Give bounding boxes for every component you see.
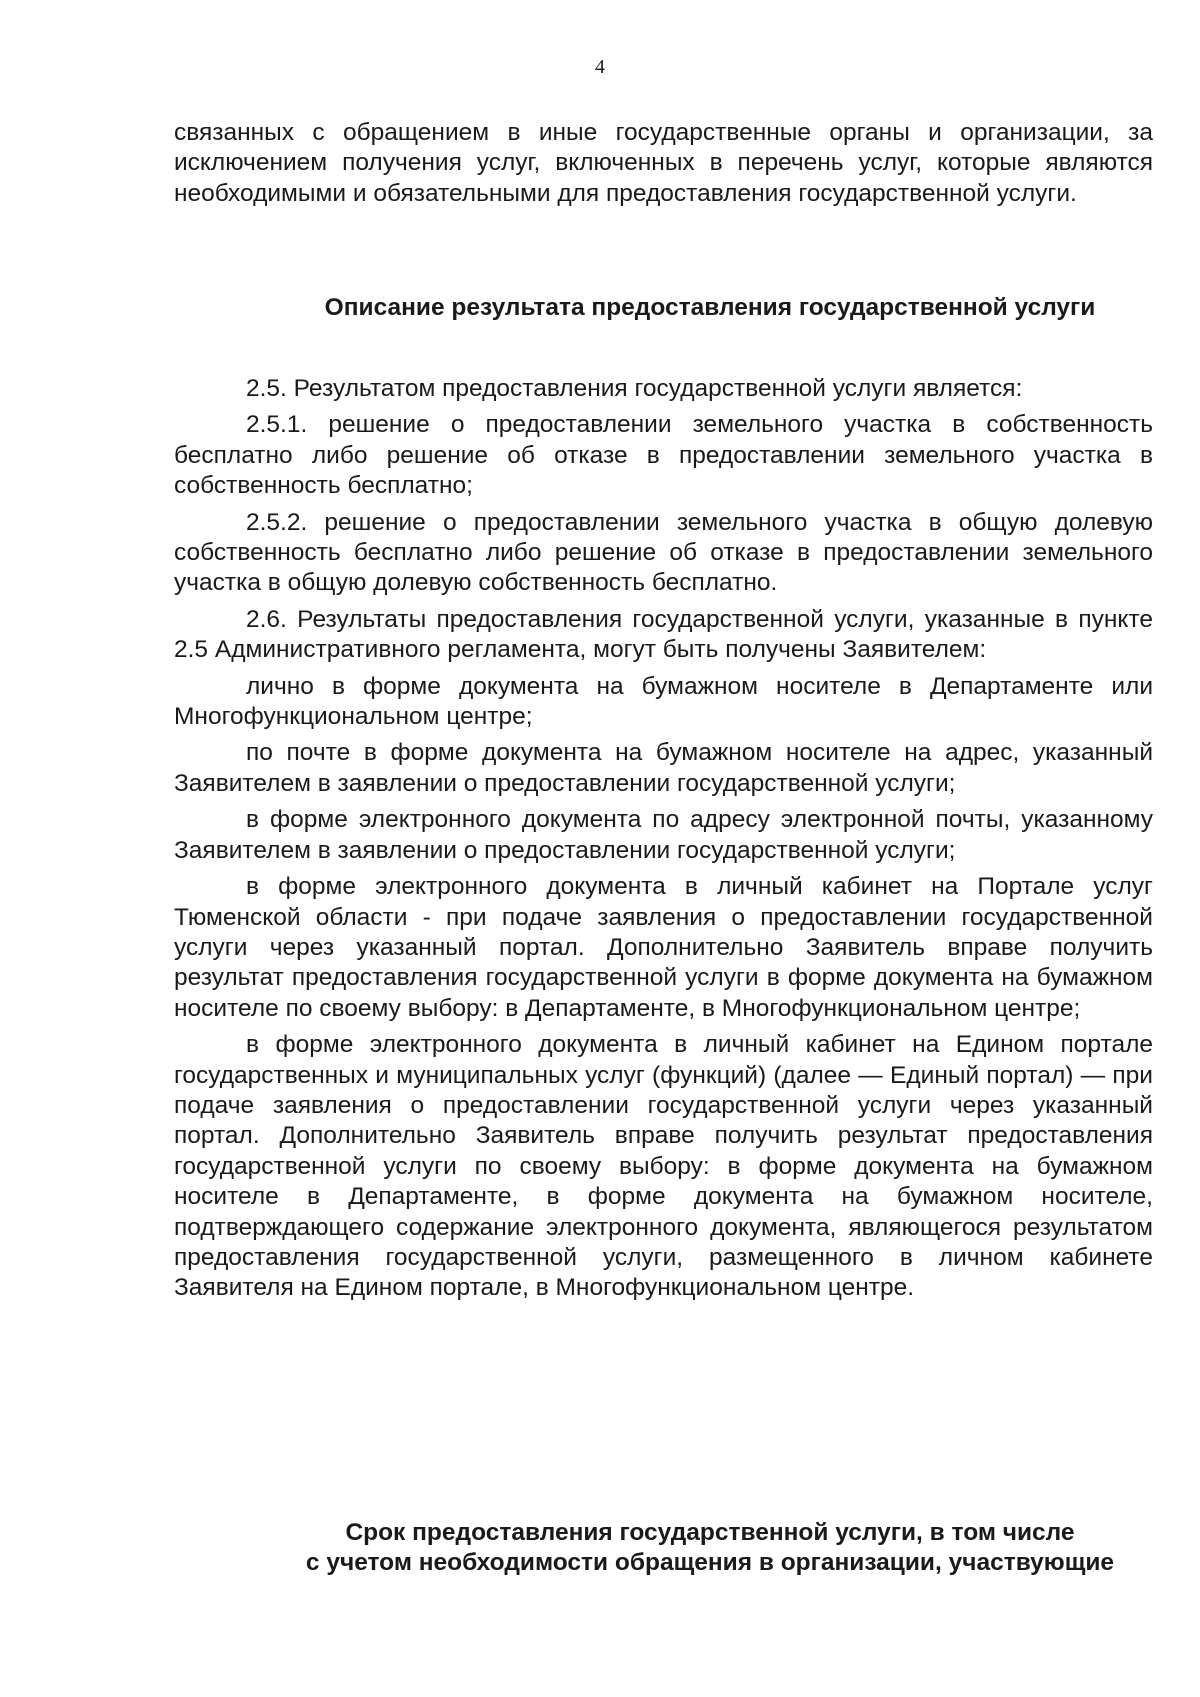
continued-paragraph: связанных с обращением в иные государственные органы и организации, за исключением получения услуг, включенных в перечень услуг, которые являются необходимыми и обязательными для предоставления государственной услуги.: [174, 119, 1153, 207]
paragraph-2-5: 2.5. Результатом предоставления государственной услуги является:: [246, 375, 1023, 402]
paragraph-by-email: в форме электронного документа по адресу электронной почты, указанному Заявителем в заявлении о предоставлении государственной услуги;: [174, 806, 1153, 864]
section-heading-term: [174, 1518, 1200, 1579]
section-heading-result: Описание результата предоставления государственной услуги: [324, 294, 1096, 321]
page-number: 4: [595, 56, 605, 78]
paragraph-2-5-1: 2.5.1. решение о предоставлении земельного участка в собственность бесплатно либо решение об отказе в предоставлении земельного участка в собственность бесплатно;: [174, 411, 1153, 500]
paragraph-2-6: 2.6. Результаты предоставления государственной услуги, указанные в пункте 2.5 Административного регламента, могут быть получены Заявителем:: [174, 605, 1153, 664]
paragraph-by-mail: по почте в форме документа на бумажном носителе на адрес, указанный Заявителем в заявлении о предоставлении государственной услуги;: [174, 739, 1153, 797]
continued-paragraph-block: [174, 118, 1153, 215]
main-text-block: [174, 374, 1153, 1310]
paragraph-2-5-2: 2.5.2. решение о предоставлении земельного участка в общую долевую собственность бесплатно либо решение об отказе в предоставлении земельного участка в общую долевую собственность бесплатно.: [174, 508, 1153, 597]
paragraph-unified-portal: в форме электронного документа в личный кабинет на Едином портале государственных и муниципальных услуг (функций) (далее — Единый портал) — при подаче заявления о предоставлении государственной услуги через указанный портал. Дополнительно Заявитель вправе получить результат предоставления государственной услуги по своему выбору: в форме документа на бумажном носителе в Департаменте, в форме документа на бумажном носителе, подтверждающего содержание электронного документа, являющегося результатом предоставления государственной услуги, размещенного в личном кабинете Заявителя на Едином портале, в Многофункциональном центре.: [174, 1031, 1153, 1302]
paragraph-in-person: лично в форме документа на бумажном носителе в Департаменте или Многофункциональном центре;: [174, 672, 1153, 731]
section-heading-term-line-1: Срок предоставления государственной услуги, в том числе: [345, 1519, 1075, 1546]
section-heading-term-line-2: с учетом необходимости обращения в организации, участвующие: [305, 1549, 1115, 1577]
paragraph-regional-portal: в форме электронного документа в личный кабинет на Портале услуг Тюменской области - при подаче заявления о предоставлении государственной услуги через указанный портал. Дополнительно Заявитель вправе получить результат предоставления государственной услуги в форме документа на бумажном носителе по своему выбору: в Департаменте, в Многофункциональном центре;: [174, 873, 1153, 1022]
